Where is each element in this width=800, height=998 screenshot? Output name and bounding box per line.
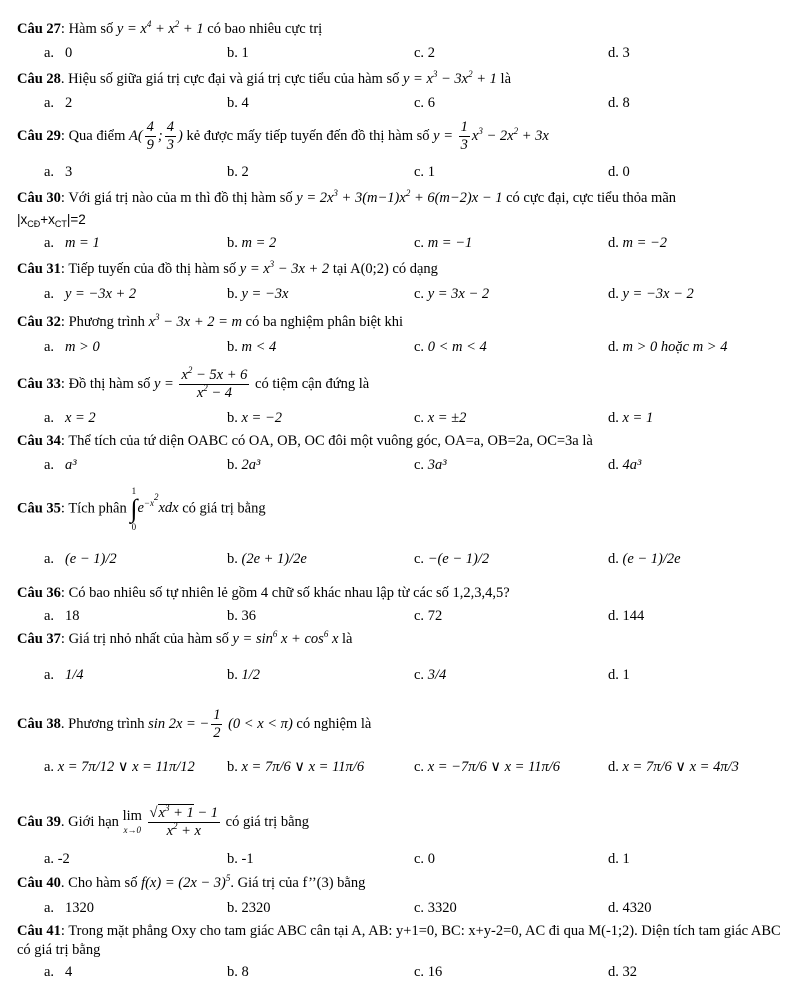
- option-c: c. 0: [414, 851, 435, 867]
- option-b: b. (2e + 1)/2e: [227, 551, 307, 567]
- option-c: c. x = ±2: [414, 410, 467, 426]
- question-28: [17, 70, 794, 88]
- question-text: . Cho hàm số: [60, 875, 142, 891]
- question-text: . Hiệu số giữa giá trị cực đại và giá trị cực tiểu của hàm số: [60, 71, 403, 87]
- option-b: b. 4: [227, 95, 249, 111]
- option-a: a. x = 2: [44, 410, 96, 426]
- question-40: [17, 874, 794, 892]
- option-d: d. 1: [608, 667, 630, 683]
- option-d: d. 4a³: [608, 457, 642, 473]
- options-32: [0, 337, 800, 357]
- question-text: có bao nhiêu cực trị: [203, 21, 323, 37]
- option-b: b. 2: [227, 164, 249, 180]
- option-a: a. m > 0: [44, 339, 100, 355]
- option-a: a. a³: [44, 457, 77, 473]
- options-37: [0, 665, 800, 685]
- option-b: b. m = 2: [227, 235, 277, 251]
- question-text: có giá trị bằng: [178, 500, 266, 517]
- question-number: Câu 31: [17, 261, 61, 277]
- option-a: a. 1/4: [44, 667, 84, 683]
- option-c: c. 3/4: [414, 667, 447, 683]
- option-a: a. m = 1: [44, 235, 100, 251]
- option-d: d. 1: [608, 851, 630, 867]
- option-b: b. 2320: [227, 900, 271, 916]
- option-c: c. 0 < m < 4: [414, 339, 487, 355]
- option-a: a. 1320: [44, 900, 94, 916]
- option-b: b. 1: [227, 45, 249, 61]
- formula: $y = \sin^6 x + \cos^6 x$: [232, 629, 339, 647]
- options-40: [0, 898, 800, 918]
- formula: $x^3 - 3x + 2 = m$: [148, 312, 243, 330]
- options-35: [0, 549, 800, 569]
- question-text: có nghiệm là: [292, 716, 372, 732]
- question-text: : Tích phân: [60, 500, 131, 517]
- option-c: c. 3a³: [414, 457, 447, 473]
- question-34: [17, 432, 794, 450]
- options-39: [0, 849, 800, 869]
- question-text: có cực đại, cực tiểu thỏa mãn: [502, 190, 677, 206]
- options-38: [0, 757, 800, 777]
- option-c: c. 1: [414, 164, 435, 180]
- option-d: d. x = 1: [608, 410, 654, 426]
- question-number: Câu 27: [17, 21, 61, 37]
- option-b: b. y = −3x: [227, 286, 289, 302]
- option-a: a. 2: [44, 95, 73, 111]
- option-c: c. m = −1: [414, 235, 473, 251]
- option-c: c. 3320: [414, 900, 457, 916]
- formula: $y = 2x^3 + 3(m-1)x^2 + 6(m-2)x - 1$: [296, 188, 503, 206]
- option-d: d. x = 7π/6 ∨ x = 4π/3: [608, 759, 739, 775]
- option-c: c. 72: [414, 608, 443, 624]
- question-29: [17, 118, 794, 154]
- option-a: a. 0: [44, 45, 73, 61]
- question-text: có giá trị bằng: [222, 814, 310, 830]
- option-d: d. 32: [608, 964, 637, 980]
- options-28: [0, 93, 800, 113]
- question-33: [17, 364, 794, 404]
- question-number: Câu 39: [17, 814, 61, 830]
- question-number: Câu 32: [17, 314, 61, 330]
- option-d: d. 8: [608, 95, 630, 111]
- option-b: b. 36: [227, 608, 256, 624]
- question-number: Câu 34: [17, 433, 61, 449]
- formula: $y = x^3 - 3x^2 + 1$: [402, 69, 497, 87]
- formula: y = $\frac{x^2 - 5x + 6}{x^2 - 4}$: [153, 365, 248, 402]
- option-d: d. (e − 1)/2e: [608, 551, 681, 567]
- option-c: c. −(e − 1)/2: [414, 551, 490, 567]
- option-c: c. 6: [414, 95, 435, 111]
- options-31: [0, 284, 800, 304]
- question-37: [17, 630, 794, 648]
- option-c: c. 2: [414, 45, 435, 61]
- question-31: [17, 260, 794, 278]
- question-number: Câu 35: [17, 500, 61, 517]
- option-c: c. 16: [414, 964, 443, 980]
- option-d: d. m > 0 hoặc m > 4: [608, 339, 728, 355]
- question-number: Câu 37: [17, 631, 61, 647]
- formula: sin 2x = − $\frac{1}{2}$ (0 < x < π): [148, 707, 293, 742]
- question-text: : Hàm số: [60, 21, 117, 37]
- question-number: Câu 40: [17, 875, 61, 891]
- question-text: là: [338, 631, 353, 647]
- option-b: b. 1/2: [227, 667, 261, 683]
- question-text: tại A(0;2) có dạng: [329, 261, 438, 277]
- option-a: a. x = 7π/12 ∨ x = 11π/12: [44, 759, 195, 775]
- question-number: Câu 28: [17, 71, 61, 87]
- question-30-condition: $|x_{CĐ}+x_{CT}|=2$: [17, 212, 86, 229]
- option-d: d. y = −3x − 2: [608, 286, 694, 302]
- question-35: [17, 484, 794, 534]
- option-b: b. x = −2: [227, 410, 283, 426]
- options-29: [0, 162, 800, 182]
- question-text: . Giá trị của f’’(3) bằng: [230, 875, 366, 891]
- formula: lim x→0 $\frac{√x^3 + 1 - 1}{x^2 + x}$: [122, 803, 219, 840]
- question-41: [17, 922, 794, 960]
- option-d: d. 4320: [608, 900, 652, 916]
- option-a: a. -2: [44, 851, 70, 867]
- question-text: kẻ được mấy tiếp tuyến đến đồ thị hàm số: [182, 128, 434, 144]
- question-number: Câu 30: [17, 190, 61, 206]
- question-text: có ba nghiệm phân biệt khi: [242, 314, 404, 330]
- question-27: [17, 20, 794, 38]
- question-39: [17, 800, 794, 844]
- formula: 1 ∫ 0 $e^{-x^2}xdx$: [130, 486, 179, 532]
- question-text: : Qua điểm: [60, 128, 129, 144]
- question-number: Câu 36: [17, 585, 61, 601]
- option-a: a. 4: [44, 964, 73, 980]
- formula: y = $\frac{1}{3}$ $x^3 - 2x^2 + 3x$: [433, 119, 549, 154]
- question-36: [17, 584, 794, 602]
- question-number: Câu 41: [17, 923, 61, 939]
- option-b: b. m < 4: [227, 339, 277, 355]
- option-d: d. 0: [608, 164, 630, 180]
- option-d: d. 144: [608, 608, 645, 624]
- option-a: a. y = −3x + 2: [44, 286, 137, 302]
- question-text: : Tiếp tuyến của đồ thị hàm số: [60, 261, 240, 277]
- question-text: : Đồ thị hàm số: [60, 376, 154, 392]
- formula: $f(x) = (2x - 3)^5$: [141, 873, 231, 891]
- formula: $y = x^4 + x^2 + 1$: [116, 19, 204, 37]
- options-33: [0, 408, 800, 428]
- question-number: Câu 29: [17, 128, 61, 144]
- option-a: a. (e − 1)/2: [44, 551, 117, 567]
- question-text: : Với giá trị nào của m thì đồ thị hàm số: [60, 190, 297, 206]
- question-text: có tiệm cận đứng là: [251, 376, 370, 392]
- option-b: b. -1: [227, 851, 254, 867]
- question-text: : Giá trị nhỏ nhất của hàm số: [60, 631, 233, 647]
- question-30: [17, 189, 794, 207]
- options-34: [0, 455, 800, 475]
- question-number: Câu 38: [17, 716, 61, 732]
- question-38: [17, 706, 794, 742]
- option-d: d. 3: [608, 45, 630, 61]
- question-text: : Có bao nhiêu số tự nhiên lẻ gồm 4 chữ số khác nhau lập từ các số 1,2,3,4,5?: [60, 585, 510, 601]
- options-30: [0, 233, 800, 253]
- question-32: [17, 313, 794, 331]
- option-d: d. m = −2: [608, 235, 668, 251]
- option-b: b. 2a³: [227, 457, 261, 473]
- option-c: c. y = 3x − 2: [414, 286, 490, 302]
- question-text: là: [496, 71, 512, 87]
- option-a: a. 18: [44, 608, 80, 624]
- question-text: . Giới hạn: [60, 814, 123, 830]
- options-27: [0, 43, 800, 63]
- options-41: [0, 962, 800, 982]
- options-36: [0, 606, 800, 626]
- formula: $y = x^3 - 3x + 2$: [239, 259, 330, 277]
- option-b: b. 8: [227, 964, 249, 980]
- question-text: : Thể tích của tứ diện OABC có OA, OB, OC đôi một vuông góc, OA=a, OB=2a, OC=3a là: [60, 433, 593, 449]
- formula: A( $\frac{4}{9}$ ; $\frac{4}{3}$ ): [128, 119, 183, 154]
- question-number: Câu 33: [17, 376, 61, 392]
- option-c: c. x = −7π/6 ∨ x = 11π/6: [414, 759, 561, 775]
- question-text: : Trong mặt phẳng Oxy cho tam giác ABC cân tại A, AB: y+1=0, BC: x+y-2=0, AC đi qua M(-1;2). Diện tích tam giác ABC có giá trị bằng: [17, 923, 781, 958]
- option-b: b. x = 7π/6 ∨ x = 11π/6: [227, 759, 365, 775]
- option-a: a. 3: [44, 164, 73, 180]
- question-text: . Phương trình: [60, 716, 149, 732]
- question-text: : Phương trình: [60, 314, 149, 330]
